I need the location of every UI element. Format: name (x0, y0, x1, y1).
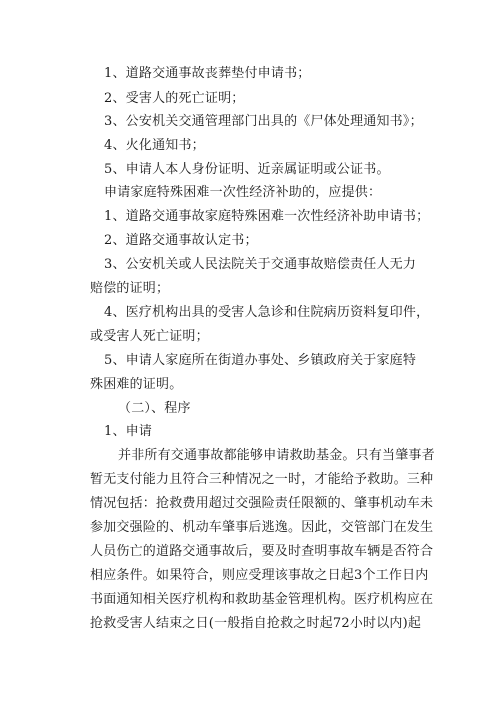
text-line: 2、受害人的死亡证明； (104, 91, 245, 106)
text-line: 1、道路交通事故丧葬垫付申请书； (104, 66, 311, 81)
text-line: 相应条件。如果符合，则应受理该事故之日起3个工作日内 (90, 568, 429, 583)
text-line: 抢救受害人结束之日(一般指自抢救之时起72小时以内)起 (90, 616, 422, 631)
text-line: 暂无支付能力且符合三种情况之一时，才能给予救助。三种 (90, 472, 434, 487)
text-line: 5、申请人本人身份证明、近亲属证明或公证书。 (104, 162, 390, 177)
text-line: 情况包括：抢救费用超过交强险责任限额的、肇事机动车未 (90, 496, 434, 511)
text-line: 2、道路交通事故认定书； (104, 233, 258, 248)
text-line: 4、医疗机构出具的受害人急诊和住院病历资料复印件， (104, 305, 430, 320)
text-line: 赔偿的证明； (90, 281, 170, 296)
text-line: 并非所有交通事故都能够申请救助基金。只有当肇事者 (118, 448, 435, 463)
text-line: 3、公安机关或人民法院关于交通事故赔偿责任人无力 (104, 257, 417, 272)
text-line: 3、公安机关交通管理部门出具的《尸体处理通知书》； (104, 114, 423, 129)
text-line: 人员伤亡的道路交通事故后，要及时查明事故车辆是否符合 (90, 544, 434, 559)
subsection-heading: 1、申请 (104, 424, 153, 439)
text-line: 申请家庭特殊困难一次性经济补助的，应提供： (104, 185, 382, 200)
text-line: 或受害人死亡证明； (90, 329, 209, 344)
text-line: 参加交强险的、机动车肇事后逃逸。因此，交管部门在发生 (90, 520, 434, 535)
text-line: 殊困难的证明。 (90, 377, 183, 392)
text-line: 书面通知相关医疗机构和救助基金管理机构。医疗机构应在 (90, 592, 434, 607)
section-heading: （二）、程序 (118, 401, 191, 416)
text-line: 5、申请人家庭所在街道办事处、乡镇政府关于家庭特 (104, 353, 417, 368)
text-line: 1、道路交通事故家庭特殊困难一次性经济补助申请书； (104, 209, 430, 224)
text-line: 4、火化通知书； (104, 138, 205, 153)
